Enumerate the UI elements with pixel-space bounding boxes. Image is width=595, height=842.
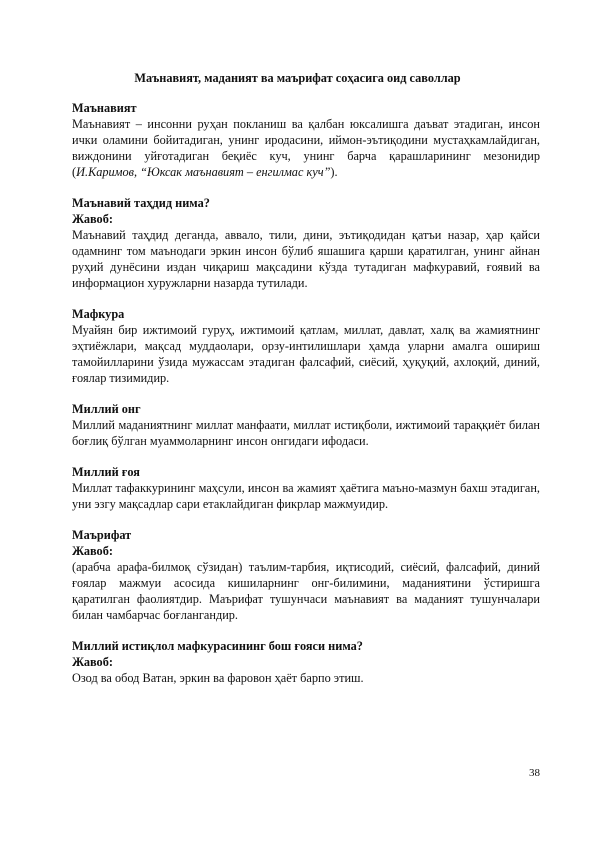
section-paragraph: Маънавий таҳдид деганда, аввало, тили, дини, эътиқодидан қатъи назар, ҳар қайси одамнинг том маънодаги эркин инсон бўлиб яшашига қарши қаратилган, унинг айнан руҳий дунёсини издан чиқариш мақсадини кўзда тутадиган мафкуравий, ғоявий ва информацион хуружларни назарда тутилади. [72,228,540,290]
answer-label: Жавоб: [72,212,113,226]
section-paragraph: Миллий маданиятнинг миллат манфаати, миллат истиқболи, ижтимоий тараққиёт билан боғлиқ бўлган муаммоларнинг инсон онгидаги ифодаси. [72,418,540,448]
section-heading: Миллий ғоя [72,465,140,479]
section-paragraph: Миллат тафаккурининг маҳсули, инсон ва жамият ҳаётига маъно-мазмун бахш этадиган, уни эзгу мақсадлар сари етаклайдиган фикрлар мажмуидир. [72,481,540,511]
section-heading: Маънавий таҳдид нима? [72,196,210,210]
citation-text: И.Каримов, “Юксак маънавият – енгилмас куч” [76,165,331,179]
paragraph-text: Маънавият – инсонни руҳан покланиш ва қалбан юксалишга даъват этадиган, инсон ички оламини бойитадиган, унинг иродасини, иймон-эътиқодини мустаҳкамлайдиган, виждонини уйғотадиган беқиёс куч, унинг барча қарашларининг мезонидир ( [72,117,540,179]
section-paragraph: Озод ва обод Ватан, эркин ва фаровон ҳаёт барпо этиш. [72,671,364,685]
section-heading: Миллий онг [72,402,141,416]
answer-label: Жавоб: [72,544,113,558]
section-heading: Мафкура [72,307,125,321]
answer-label: Жавоб: [72,655,113,669]
section-milliy-ong [72,401,540,449]
section-milliy-goya [72,464,540,512]
paragraph-end-text: ). [330,165,338,179]
section-paragraph: (арабча арафа-билмоқ сўзидан) таълим-тарбия, иқтисодий, сиёсий, фалсафий, диний ғоялар мажмуи асосида кишиларнинг онг-билимини, маданиятини ўстиришга қаратилган фаолиятдир. Маърифат тушунчаси маънавият ва маданият тушунчалари билан чамбарчас боғлангандир. [72,560,540,622]
section-manaviyat [72,100,540,180]
section-istiqlol-goyasi [72,638,540,686]
section-paragraph: Муайян бир ижтимоий гуруҳ, ижтимоий қатлам, миллат, давлат, халқ ва жамиятнинг эҳтиёжлари, мақсад муддаолари, орзу-интилишлари ҳамда уларни амалга ошириш тамойилларини ўзида мужассам этадиган фалсафий, сиёсий, ҳуқуқий, ахлоқий, диний, ғоялар тизимидир. [72,323,540,385]
section-marifat [72,527,540,623]
section-heading: Миллий истиқлол мафкурасининг бош ғояси нима? [72,639,363,653]
section-manaviy-tahdid [72,195,540,291]
section-paragraph [72,116,540,180]
section-heading: Маърифат [72,528,132,542]
page-number: 38 [529,767,540,779]
section-mafkura [72,306,540,386]
page-title: Маънавият, маданият ва маърифат соҳасига оид саволлар [134,71,461,85]
section-heading: Маънавият [72,101,137,115]
document-body [72,100,540,701]
